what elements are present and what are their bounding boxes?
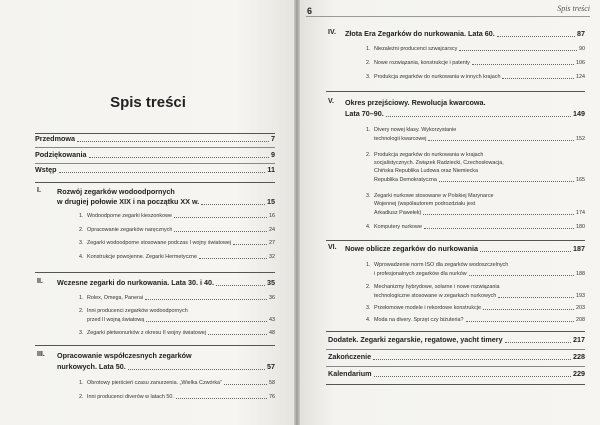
toc-entry-chapter-3: nurkowych. Lata 50. 57 [57,362,275,371]
chapter-title-line: Opracowanie współczesnych zegarków [57,351,192,360]
section-rule [35,182,275,183]
toc-subentry: Arkadiusz Pawełek) 174 [374,210,585,216]
toc-subentry: Zegarki płetwonurków z okresu II wojny światowej 48 [87,330,275,336]
header-rule [306,16,590,17]
toc-entry-chapter-6: Nowe oblicze zegarków do nurkowania 187 [345,244,585,253]
chapter-number: II. [37,278,43,285]
toc-subentry: Komputery nurkowe 180 [374,224,585,230]
section-rule [35,163,275,164]
running-header-title: Spis treści [557,4,590,13]
section-rule [326,91,585,92]
toc-subentry: Rolex, Omega, Panerai 36 [87,295,275,301]
toc-subentry: Produkcja zegarków do nurkowania w innych krajach 124 [374,74,585,80]
toc-subentry: Moda na divery. Sprzęt czy biżuteria? 208 [374,317,585,323]
page-title: Spis treści [110,94,186,111]
toc-subentry: Konstrukcje powojenne. Zegarki Hermetyczne 32 [87,254,275,260]
toc-entry-chapter-2: Wczesne zegarki do nurkowania. Lata 30. i 40. 35 [57,278,275,287]
toc-subentry: Obrotowy pierścień czasu zanurzenia. „Wielka Czwórka” 58 [87,380,275,386]
toc-subentry: i profesjonalnych zegarków dla nurków 188 [374,271,585,277]
section-rule [326,366,585,367]
toc-entry-dodatek: Dodatek. Zegarki zegarskie, regatowe, yacht timery 217 [328,335,585,344]
toc-entry-zakonczenie: Zakończenie 228 [328,352,585,361]
toc-entry-podziekowania: Podziękowania 9 [35,150,275,159]
book-gutter [294,0,300,425]
toc-subentry: Opracowanie zegarków naręcznych 24 [87,227,275,233]
toc-subentry: Zegarki wodoodporne stosowane podczas I wojny światowej 27 [87,240,275,246]
section-rule [326,349,585,350]
toc-subentry: Przełomowe modele i rekordowe konstrukcje 203 [374,305,585,311]
chapter-title-line: Okres przejściowy. Rewolucja kwarcowa. [345,98,486,107]
chapter-number: I. [37,187,41,194]
toc-entry-przedmowa: Przedmowa 7 [35,134,275,143]
toc-entry-chapter-5: Lata 70–90. 149 [345,109,585,118]
chapter-number: III. [37,351,45,358]
toc-entry-chapter-4: Złota Era Zegarków do nurkowania. Lata 60. 87 [345,29,585,38]
chapter-number: V. [328,98,334,105]
toc-subentry: Nowe rozwiązania, konstrukcje i patenty 106 [374,60,585,66]
toc-subentry: technologii kwarcowej 152 [374,136,585,142]
section-rule [35,272,275,273]
toc-entry-chapter-1: w drugiej połowie XIX i na początku XX w. 15 [57,197,275,206]
section-rule [326,384,585,385]
chapter-number: VI. [328,244,337,251]
chapter-number: IV. [328,29,336,36]
section-rule [326,240,585,241]
toc-entry-wstep: Wstęp 11 [35,165,275,174]
page-number: 6 [307,6,313,16]
toc-subentry: przed II wojną światową 43 [87,317,275,323]
toc-subentry: Niezależni producenci szwajcarscy 90 [374,46,585,52]
toc-subentry: technologiczne stosowane w zegarkach nurkowych 193 [374,293,585,299]
toc-subentry: Wodoodporne zegarki kieszonkowe 16 [87,213,275,219]
section-rule [35,345,275,346]
section-rule [35,147,275,148]
chapter-title-line: Rozwój zegarków wodoodpornych [57,187,175,196]
section-rule [326,331,585,332]
toc-subentry: Inni producenci diverów w latach 50. 76 [87,394,275,400]
toc-subentry: Republika Demokratyczna 165 [374,177,585,183]
toc-entry-kalendarium: Kalendarium 229 [328,369,585,378]
